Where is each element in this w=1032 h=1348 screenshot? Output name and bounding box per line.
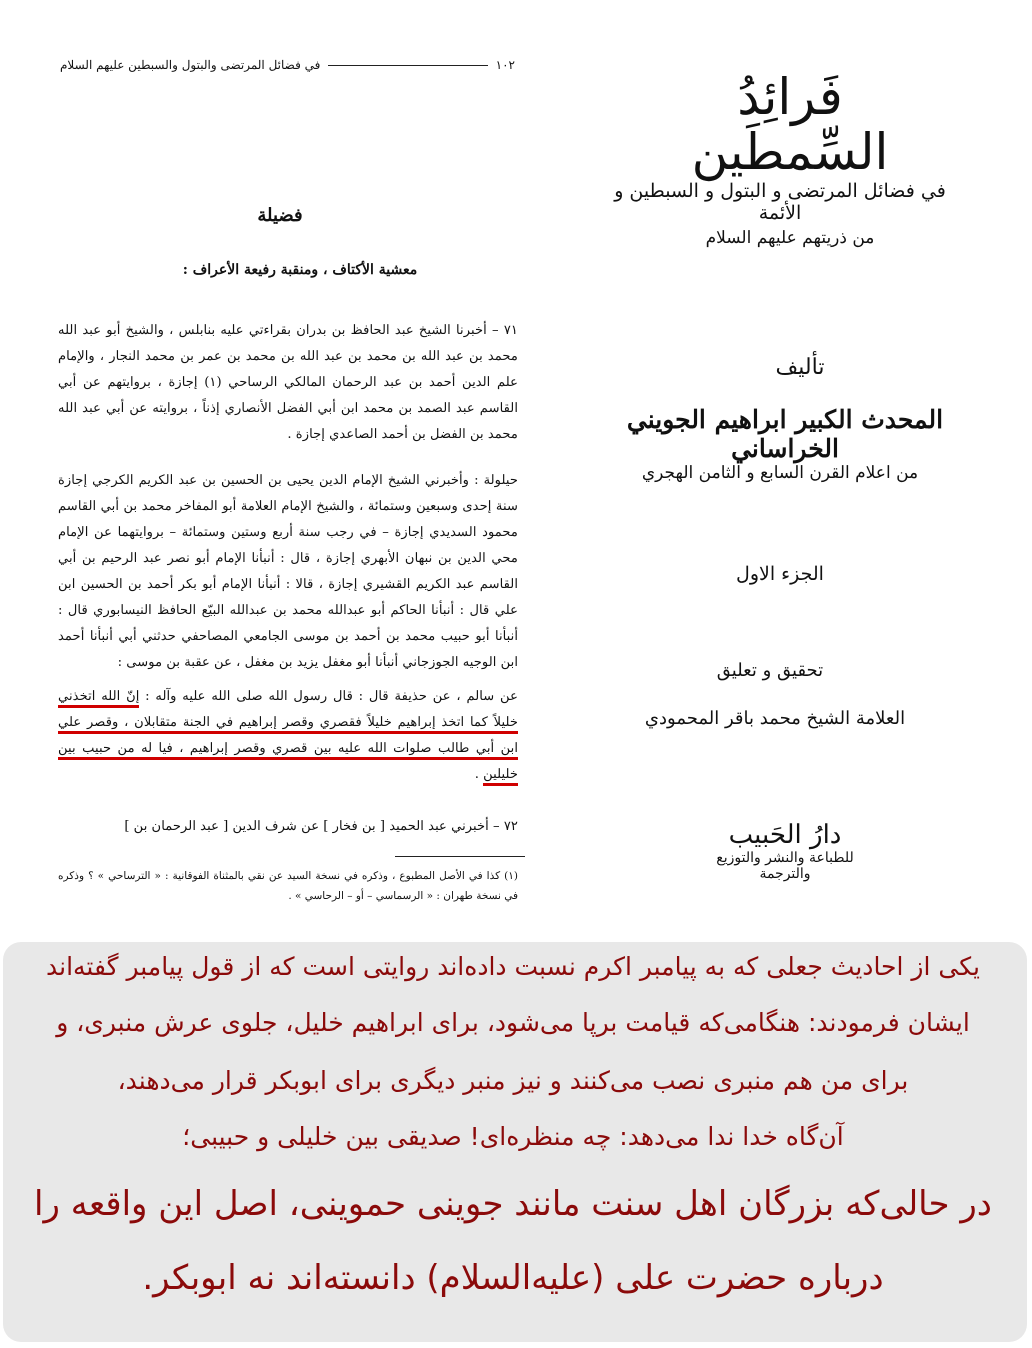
commentary-line-3: برای من هم منبری نصب می‌کنند و نیز منبر دیگری برای ابوبکر قرار می‌دهند، <box>117 1066 909 1095</box>
publisher-name: دارُ الحَبيب <box>728 820 842 850</box>
author-era: من اعلام القرن السابع و الثامن الهجري <box>641 463 919 483</box>
section-subtitle: معشية الأكتاف ، ومنقبة رفيعة الأعراف : <box>182 262 418 278</box>
edit-label: تحقيق و تعليق <box>716 660 824 681</box>
commentary-line-4: آن‌گاه خدا ندا می‌دهد: چه منظره‌ای! صدیقی بین خلیلی و حبیبی؛ <box>182 1122 844 1151</box>
running-title: في فضائل المرتضى والبتول والسبطين عليهم السلام <box>60 58 321 72</box>
footnote: (١) كذا في الأصل المطبوع ، وذكره في نسخة السيد عن نقي بالمثناة الفوقانية : « الترساحي » ؟ وذكره في نسخة طهران : « الرسماسي – أو – الرحاسي » . <box>58 870 518 902</box>
page-number: ١٠٢ <box>495 58 515 72</box>
hadith-intro: عن سالم ، عن حذيفة قال : قال رسول الله صلى الله عليه وآله : <box>139 689 518 704</box>
underlined-hadith-text: إنّ الله اتخذني خليلاً كما اتخذ إبراهيم خليلاً فقصري وقصر إبراهيم في الجنة متقابلان ، وقصر علي ابن أبي طالب صلوات الله عليه بين قصري وقصر إبراهيم ، فيا له من حبيب بين خليلين <box>58 689 518 786</box>
running-header <box>60 58 515 72</box>
footnote-rule <box>395 856 525 857</box>
paragraph-hadith <box>58 684 518 788</box>
paragraph-71: ٧١ – أخبرنا الشيخ عبد الحافظ بن بدران بقراءتي عليه بنابلس ، والشيخ أبو عبد الله محمد بن عبد الله بن محمد بن عبد الله بن محمد بن عمر بن محمد النجار ، والإمام علم الدين أحمد بن عبد الرحمان المالكي الرساحي (١) إجازة ، بروايتهم عن أبي القاسم عبد الصمد بن محمد ابن أبي الفضل الأنصاري إذناً ، بروايته عن أبي عبد الله محمد بن الفضل بن أحمد الصاعدي إجازة . <box>58 323 518 442</box>
hadith-end: . <box>474 767 484 782</box>
publisher-logo <box>690 820 880 882</box>
book-title: فَرائِدُ السِّمطَين <box>691 68 889 181</box>
commentary-line-6: درباره حضرت علی (علیه‌السلام) دانسته‌اند نه ابوبکر. <box>142 1258 884 1298</box>
paragraph-hailula: حيلولة : وأخبرني الشيخ الإمام الدين يحيى بن الحسين بن عبد الكريم الكرجي إجازة سنة إحدى وسبعين وستمائة ، والشيخ الإمام العلامة أبو المفاخر محمد بن أبي القاسم محمود السديدي إجازة – في رجب سنة أربع وستين وستمائة – بروايتهما عن الإمام محي الدين بن نبهان الأبهري إجازة ، قال : أنبأنا الإمام أبو نصر عبد الرحيم بن أبي القاسم عبد الكريم القشيري إجازة ، قالا : أنبأنا الإمام أبو بكر أحمد بن الحسين ابن علي قال : أنبأنا الحاكم أبو عبدالله محمد بن عبدالله البيّع الحافظ النيسابوري قال : أنبأنا أبو حبيب محمد بن أحمد بن موسى الجامعي المصاحفي حدثني أبي أنبأنا أحمد ابن الوجيه الجوزجاني أنبأنا أبو مغفل يزيد بن مغفل ، عن عقبة بن موسى : <box>58 473 518 670</box>
book-subtitle: في فضائل المرتضى و البتول و السبطين و الأئمة <box>614 180 946 224</box>
section-title: فضيلة <box>257 205 303 226</box>
header-rule <box>328 65 487 66</box>
volume-label: الجزء الاول <box>736 563 824 585</box>
commentary-line-5: در حالی‌که بزرگان اهل سنت مانند جوینی حموینی، اصل این واقعه را <box>34 1184 992 1224</box>
book-subtitle-line2: من ذريتهم عليهم السلام <box>705 228 875 248</box>
commentary-line-1: یکی از احادیث جعلی که به پیامبر اکرم نسبت داده‌اند روایتی است که از قول پیامبر گفته‌اند <box>46 952 980 981</box>
commentary-line-2: ایشان فرمودند: هنگامی‌که قیامت برپا می‌شود، برای ابراهیم خلیل، جلوی عرش منبری، و <box>56 1008 970 1037</box>
author-name: المحدث الكبير ابراهيم الجويني الخراساني <box>626 405 944 463</box>
editor-name: العلامة الشيخ محمد باقر المحمودي <box>644 708 906 729</box>
authored-label: تأليف <box>775 355 825 380</box>
paragraph-72: ٧٢ – أخبرني عبد الحميد [ بن فخار ] عن شرف الدين [ عبد الرحمان بن ] <box>124 819 518 834</box>
publisher-tagline: للطباعة والنشر والتوزيع والترجمة <box>716 850 854 882</box>
